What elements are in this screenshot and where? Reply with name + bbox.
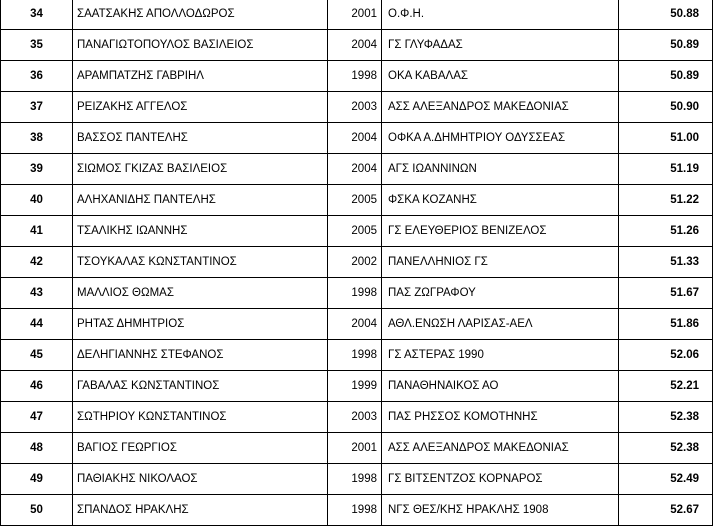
club-cell: ΑΣΣ ΑΛΕΞΑΝΔΡΟΣ ΜΑΚΕΔΟΝΙΑΣ: [382, 92, 619, 123]
club-cell: ΝΓΣ ΘΕΣ/ΚΗΣ ΗΡΑΚΛΗΣ 1908: [382, 495, 619, 526]
club-cell: ΠΑΝΕΛΛΗΝΙΟΣ ΓΣ: [382, 247, 619, 278]
rank-cell: 39: [1, 154, 73, 185]
athlete-name-cell: ΔΕΛΗΓΙΑΝΝΗΣ ΣΤΕΦΑΝΟΣ: [73, 340, 328, 371]
rank-cell: 44: [1, 309, 73, 340]
time-cell: 50.89: [619, 30, 713, 61]
athlete-name-cell: ΤΣΑΛΙΚΗΣ ΙΩΑΝΝΗΣ: [73, 216, 328, 247]
club-cell: ΓΣ ΒΙΤΣΕΝΤΖΟΣ ΚΟΡΝΑΡΟΣ: [382, 464, 619, 495]
table-row: [1, 61, 713, 92]
table-row: [1, 0, 713, 30]
athlete-name-cell: ΠΑΝΑΓΙΩΤΟΠΟΥΛΟΣ ΒΑΣΙΛΕΙΟΣ: [73, 30, 328, 61]
table-row: [1, 340, 713, 371]
rank-cell: 37: [1, 92, 73, 123]
table-row: [1, 371, 713, 402]
time-cell: 51.26: [619, 216, 713, 247]
time-cell: 50.89: [619, 61, 713, 92]
table-row: [1, 154, 713, 185]
athlete-name-cell: ΓΑΒΑΛΑΣ ΚΩΝΣΤΑΝΤΙΝΟΣ: [73, 371, 328, 402]
club-cell: ΑΘΛ.ΕΝΩΣΗ ΛΑΡΙΣΑΣ-ΑΕΛ: [382, 309, 619, 340]
birth-year-cell: 2001: [328, 433, 382, 464]
rank-cell: 49: [1, 464, 73, 495]
rank-cell: 43: [1, 278, 73, 309]
time-cell: 52.38: [619, 433, 713, 464]
athlete-name-cell: ΡΗΤΑΣ ΔΗΜΗΤΡΙΟΣ: [73, 309, 328, 340]
rank-cell: 45: [1, 340, 73, 371]
athlete-name-cell: ΒΑΣΣΟΣ ΠΑΝΤΕΛΗΣ: [73, 123, 328, 154]
athlete-name-cell: ΤΣΟΥΚΑΛΑΣ ΚΩΝΣΤΑΝΤΙΝΟΣ: [73, 247, 328, 278]
club-cell: ΠΑΝΑΘΗΝΑΙΚΟΣ ΑΟ: [382, 371, 619, 402]
athlete-name-cell: ΣΩΤΗΡΙΟΥ ΚΩΝΣΤΑΝΤΙΝΟΣ: [73, 402, 328, 433]
birth-year-cell: 1999: [328, 371, 382, 402]
rank-cell: 48: [1, 433, 73, 464]
club-cell: ΓΣ ΑΣΤΕΡΑΣ 1990: [382, 340, 619, 371]
table-row: [1, 402, 713, 433]
birth-year-cell: 2003: [328, 92, 382, 123]
club-cell: ΟΚΑ ΚΑΒΑΛΑΣ: [382, 61, 619, 92]
athlete-name-cell: ΑΡΑΜΠΑΤΖΗΣ ΓΑΒΡΙΗΛ: [73, 61, 328, 92]
table-row: [1, 30, 713, 61]
club-cell: ΠΑΣ ΡΗΣΣΟΣ ΚΟΜΟΤΗΝΗΣ: [382, 402, 619, 433]
club-cell: ΑΣΣ ΑΛΕΞΑΝΔΡΟΣ ΜΑΚΕΔΟΝΙΑΣ: [382, 433, 619, 464]
rank-cell: 50: [1, 495, 73, 526]
table-row: [1, 433, 713, 464]
birth-year-cell: 2003: [328, 402, 382, 433]
birth-year-cell: 1998: [328, 495, 382, 526]
club-cell: ΓΣ ΕΛΕΥΘΕΡΙΟΣ ΒΕΝΙΖΕΛΟΣ: [382, 216, 619, 247]
time-cell: 50.88: [619, 0, 713, 30]
time-cell: 52.06: [619, 340, 713, 371]
rank-cell: 34: [1, 0, 73, 30]
time-cell: 51.19: [619, 154, 713, 185]
birth-year-cell: 1998: [328, 464, 382, 495]
time-cell: 50.90: [619, 92, 713, 123]
birth-year-cell: 2001: [328, 0, 382, 30]
time-cell: 51.00: [619, 123, 713, 154]
club-cell: Ο.Φ.Η.: [382, 0, 619, 30]
time-cell: 51.22: [619, 185, 713, 216]
table-row: [1, 123, 713, 154]
birth-year-cell: 2002: [328, 247, 382, 278]
birth-year-cell: 2005: [328, 216, 382, 247]
birth-year-cell: 2004: [328, 154, 382, 185]
time-cell: 51.86: [619, 309, 713, 340]
birth-year-cell: 1998: [328, 61, 382, 92]
birth-year-cell: 2004: [328, 309, 382, 340]
table-row: [1, 92, 713, 123]
time-cell: 51.67: [619, 278, 713, 309]
rank-cell: 41: [1, 216, 73, 247]
rank-cell: 35: [1, 30, 73, 61]
birth-year-cell: 2005: [328, 185, 382, 216]
time-cell: 52.21: [619, 371, 713, 402]
rank-cell: 47: [1, 402, 73, 433]
time-cell: 52.38: [619, 402, 713, 433]
club-cell: ΑΓΣ ΙΩΑΝΝΙΝΩΝ: [382, 154, 619, 185]
rank-cell: 38: [1, 123, 73, 154]
rank-cell: 42: [1, 247, 73, 278]
rank-cell: 46: [1, 371, 73, 402]
birth-year-cell: 1998: [328, 340, 382, 371]
birth-year-cell: 1998: [328, 278, 382, 309]
birth-year-cell: 2004: [328, 123, 382, 154]
table-row: [1, 185, 713, 216]
time-cell: 52.49: [619, 464, 713, 495]
rank-cell: 36: [1, 61, 73, 92]
table-row: [1, 247, 713, 278]
athlete-name-cell: ΑΛΗΧΑΝΙΔΗΣ ΠΑΝΤΕΛΗΣ: [73, 185, 328, 216]
table-row: [1, 495, 713, 526]
athlete-name-cell: ΡΕΙΖΑΚΗΣ ΑΓΓΕΛΟΣ: [73, 92, 328, 123]
table-row: [1, 278, 713, 309]
rank-cell: 40: [1, 185, 73, 216]
athlete-name-cell: ΜΑΛΛΙΟΣ ΘΩΜΑΣ: [73, 278, 328, 309]
club-cell: ΓΣ ΓΛΥΦΑΔΑΣ: [382, 30, 619, 61]
athlete-name-cell: ΒΑΓΙΟΣ ΓΕΩΡΓΙΟΣ: [73, 433, 328, 464]
table-row: [1, 309, 713, 340]
time-cell: 52.67: [619, 495, 713, 526]
athlete-name-cell: ΣΠΑΝΔΟΣ ΗΡΑΚΛΗΣ: [73, 495, 328, 526]
club-cell: ΦΣΚΑ ΚΟΖΑΝΗΣ: [382, 185, 619, 216]
athlete-name-cell: ΠΑΘΙΑΚΗΣ ΝΙΚΟΛΑΟΣ: [73, 464, 328, 495]
athlete-name-cell: ΣΑΑΤΣΑΚΗΣ ΑΠΟΛΛΟΔΩΡΟΣ: [73, 0, 328, 30]
results-table-body: [1, 0, 713, 526]
time-cell: 51.33: [619, 247, 713, 278]
athlete-name-cell: ΣΙΩΜΟΣ ΓΚΙΖΑΣ ΒΑΣΙΛΕΙΟΣ: [73, 154, 328, 185]
table-row: [1, 464, 713, 495]
club-cell: ΠΑΣ ΖΩΓΡΑΦΟΥ: [382, 278, 619, 309]
club-cell: ΟΦΚΑ Α.ΔΗΜΗΤΡΙΟΥ ΟΔΥΣΣΕΑΣ: [382, 123, 619, 154]
table-row: [1, 216, 713, 247]
birth-year-cell: 2004: [328, 30, 382, 61]
